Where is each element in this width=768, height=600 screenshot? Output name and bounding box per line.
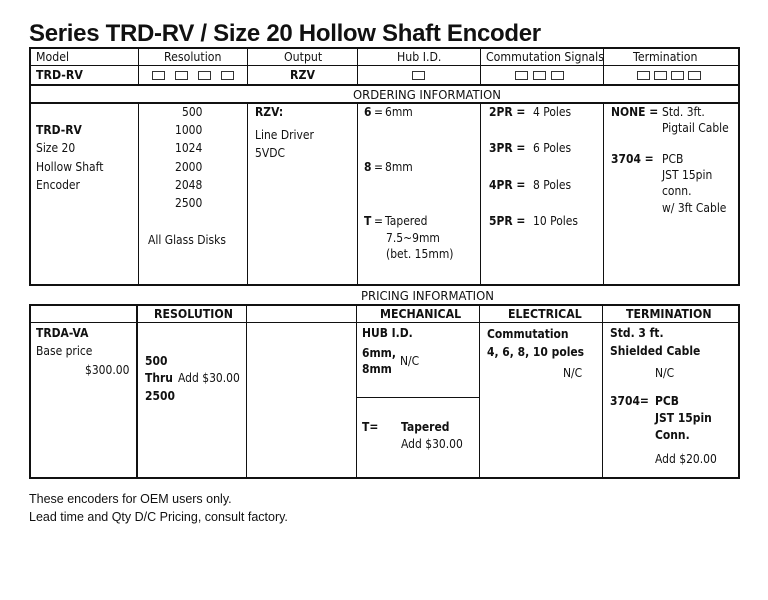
pricing-hub-label: HUB I.D. bbox=[362, 325, 413, 340]
commutation-value: 10 Poles bbox=[533, 213, 578, 228]
col-divider bbox=[136, 304, 138, 479]
termination-none-code: NONE = bbox=[611, 104, 659, 119]
pricing-hub-t-label: Tapered bbox=[401, 419, 450, 434]
col-divider bbox=[603, 103, 604, 285]
pricing-term-std: Std. 3 ft. bbox=[610, 325, 664, 340]
hub-opt-6-value: 6mm bbox=[385, 104, 413, 119]
output-line: Line Driver bbox=[255, 127, 314, 142]
pricing-hub-t-price: Add $30.00 bbox=[401, 436, 463, 451]
termination-pcb-line: conn. bbox=[662, 183, 692, 198]
rule bbox=[29, 65, 740, 66]
pricing-col-termination: TERMINATION bbox=[626, 306, 712, 321]
rule bbox=[29, 84, 740, 86]
model-code: TRD-RV bbox=[36, 67, 83, 82]
resolution-box bbox=[198, 71, 211, 80]
pricing-resolution-line: 500 bbox=[145, 353, 168, 368]
commutation-value: 8 Poles bbox=[533, 177, 572, 192]
hub-opt-t-eq: = bbox=[374, 213, 384, 228]
pricing-resolution-line: Thru bbox=[145, 370, 173, 385]
hub-opt-8-value: 8mm bbox=[385, 159, 413, 174]
resolution-box bbox=[221, 71, 234, 80]
hub-opt-8-code: 8 bbox=[364, 159, 372, 174]
pricing-resolution-line: 2500 bbox=[145, 388, 175, 403]
termination-box bbox=[654, 71, 667, 80]
commutation-value: 6 Poles bbox=[533, 140, 572, 155]
resolution-box bbox=[175, 71, 188, 80]
col-divider bbox=[602, 304, 603, 479]
hub-opt-t-note: (bet. 15mm) bbox=[386, 246, 454, 261]
footnote: These encoders for OEM users only. bbox=[29, 492, 232, 506]
resolution-value: 2000 bbox=[175, 159, 203, 174]
pricing-base-price: $300.00 bbox=[85, 362, 130, 377]
termination-none-line: Std. 3ft. bbox=[662, 104, 705, 119]
termination-box bbox=[671, 71, 684, 80]
output-line: 5VDC bbox=[255, 145, 285, 160]
pricing-col-resolution: RESOLUTION bbox=[154, 306, 233, 321]
col-divider bbox=[357, 103, 358, 285]
pricing-hub-t-code: T= bbox=[362, 419, 379, 434]
col-header-output: Output bbox=[284, 49, 323, 64]
footnote: Lead time and Qty D/C Pricing, consult factory. bbox=[29, 510, 288, 524]
resolution-value: 500 bbox=[182, 104, 203, 119]
resolution-box bbox=[152, 71, 165, 80]
col-header-hub: Hub I.D. bbox=[397, 49, 442, 64]
termination-pcb-line: JST 15pin bbox=[662, 167, 713, 182]
pricing-model-name: TRDA-VA bbox=[36, 325, 89, 340]
hub-opt-6-eq: = bbox=[374, 104, 384, 119]
col-divider bbox=[247, 103, 248, 285]
pricing-hub-sizes: 8mm bbox=[362, 361, 392, 376]
pricing-heading: PRICING INFORMATION bbox=[361, 288, 494, 303]
commutation-box bbox=[515, 71, 528, 80]
commutation-code: 4PR = bbox=[489, 177, 526, 192]
col-header-commutation: Commutation Signals bbox=[486, 49, 604, 64]
commutation-code: 3PR = bbox=[489, 140, 526, 155]
termination-none-line: Pigtail Cable bbox=[662, 120, 729, 135]
col-header-termination: Termination bbox=[633, 49, 698, 64]
col-divider bbox=[480, 103, 481, 285]
col-divider bbox=[479, 304, 480, 479]
pricing-col-electrical: ELECTRICAL bbox=[508, 306, 582, 321]
pricing-term-pcb-price: Add $20.00 bbox=[655, 451, 717, 466]
hub-opt-t-range: 7.5~9mm bbox=[386, 230, 440, 245]
pricing-col-mechanical: MECHANICAL bbox=[380, 306, 462, 321]
pricing-resolution-price: Add $30.00 bbox=[178, 370, 240, 385]
hub-opt-t-code: T bbox=[364, 213, 372, 228]
pricing-electrical-line: Commutation bbox=[487, 326, 569, 341]
commutation-box bbox=[551, 71, 564, 80]
pricing-term-pcb: PCB bbox=[655, 393, 679, 408]
commutation-code: 5PR = bbox=[489, 213, 526, 228]
pricing-term-pcb: JST 15pin bbox=[655, 410, 712, 425]
resolution-value: 2048 bbox=[175, 177, 203, 192]
col-header-model: Model bbox=[36, 49, 70, 64]
resolution-note: All Glass Disks bbox=[148, 232, 226, 247]
ordering-model-line: Encoder bbox=[36, 177, 80, 192]
termination-pcb-line: PCB bbox=[662, 151, 684, 166]
col-divider bbox=[246, 304, 247, 479]
ordering-model-line: Hollow Shaft bbox=[36, 159, 104, 174]
hub-opt-8-eq: = bbox=[374, 159, 384, 174]
resolution-value: 2500 bbox=[175, 195, 203, 210]
output-code: RZV bbox=[290, 67, 315, 82]
col-divider bbox=[356, 304, 357, 479]
termination-box bbox=[688, 71, 701, 80]
col-header-resolution: Resolution bbox=[164, 49, 222, 64]
pricing-term-std: Shielded Cable bbox=[610, 343, 701, 358]
col-divider bbox=[138, 103, 139, 285]
hub-opt-6-code: 6 bbox=[364, 104, 372, 119]
hub-opt-t-value: Tapered bbox=[385, 213, 428, 228]
resolution-value: 1000 bbox=[175, 122, 203, 137]
pricing-hub-sizes-price: N/C bbox=[400, 353, 420, 368]
ordering-model-line: Size 20 bbox=[36, 140, 76, 155]
pricing-electrical-line: 4, 6, 8, 10 poles bbox=[487, 344, 585, 359]
ordering-heading: ORDERING INFORMATION bbox=[353, 87, 501, 102]
termination-pcb-line: w/ 3ft Cable bbox=[662, 200, 727, 215]
col-divider bbox=[138, 47, 139, 85]
resolution-value: 1024 bbox=[175, 140, 203, 155]
hub-box bbox=[412, 71, 425, 80]
output-code-label: RZV: bbox=[255, 104, 284, 119]
ordering-model-name: TRD-RV bbox=[36, 122, 82, 137]
commutation-value: 4 Poles bbox=[533, 104, 572, 119]
rule bbox=[356, 397, 479, 398]
commutation-code: 2PR = bbox=[489, 104, 526, 119]
col-divider bbox=[357, 47, 358, 85]
col-divider bbox=[247, 47, 248, 85]
commutation-box bbox=[533, 71, 546, 80]
termination-pcb-code: 3704 = bbox=[611, 151, 654, 166]
pricing-hub-sizes: 6mm, bbox=[362, 345, 396, 360]
pricing-term-std-price: N/C bbox=[655, 365, 675, 380]
col-divider bbox=[480, 47, 481, 85]
pricing-base-label: Base price bbox=[36, 343, 93, 358]
pricing-term-pcb: Conn. bbox=[655, 427, 690, 442]
pricing-term-pcb-code: 3704= bbox=[610, 393, 649, 408]
pricing-electrical-price: N/C bbox=[563, 365, 583, 380]
page-title: Series TRD-RV / Size 20 Hollow Shaft Encoder bbox=[29, 20, 541, 47]
termination-box bbox=[637, 71, 650, 80]
